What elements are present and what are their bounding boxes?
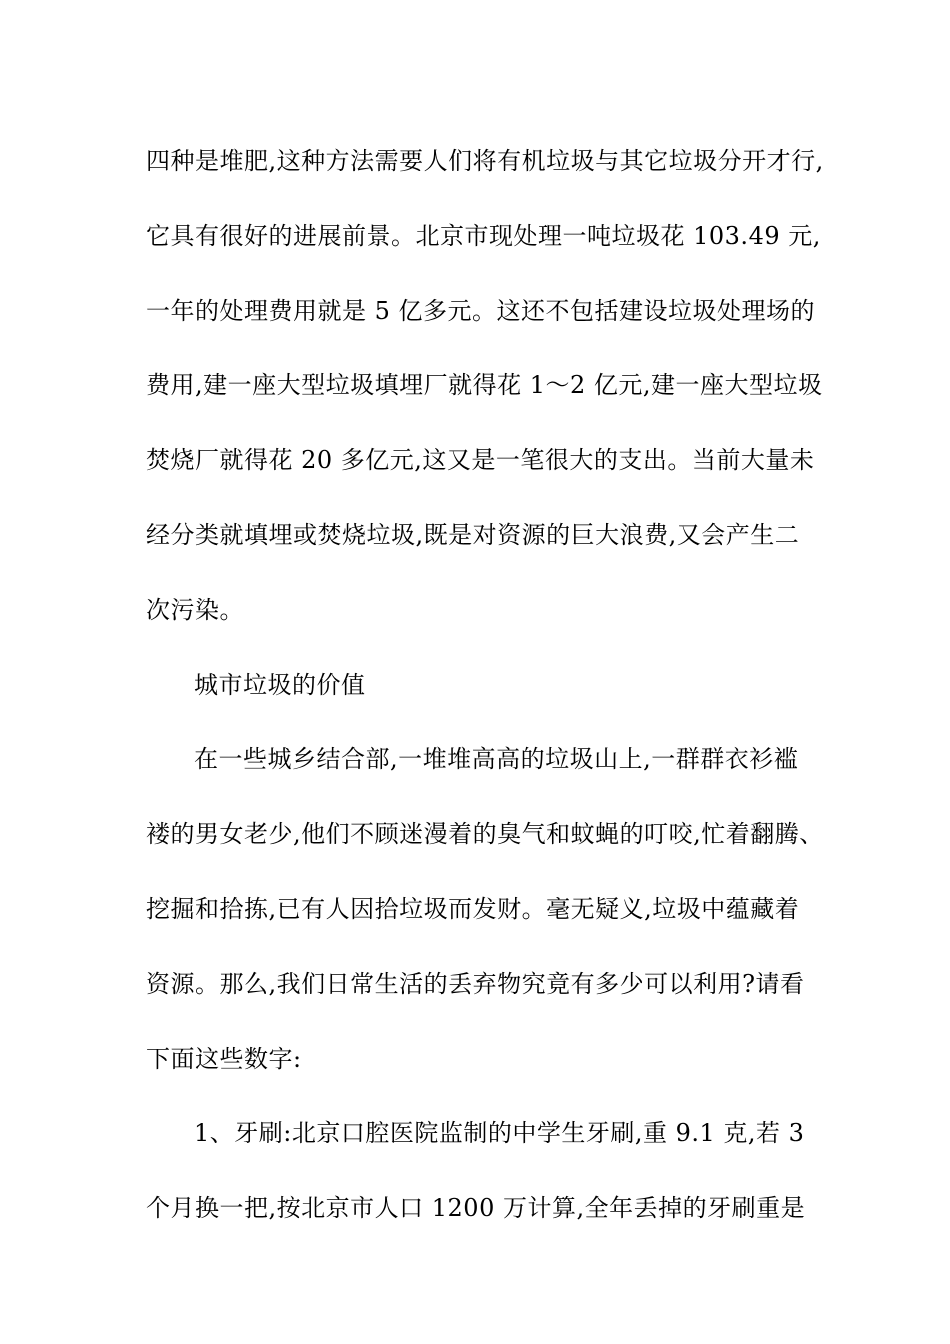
- text-line: 褛的男女老少,他们不顾迷漫着的臭气和蚊蝇的叮咬,忙着翻腾、: [146, 820, 824, 849]
- list-item: 1、牙刷:北京口腔医院监制的中学生牙刷,重 9.1 克,若 3: [194, 1119, 805, 1148]
- text-line: 下面这些数字:: [146, 1044, 302, 1073]
- text-line: 经分类就填埋或焚烧垃圾,既是对资源的巨大浪费,又会产生二: [146, 520, 800, 549]
- text-line: 在一些城乡结合部,一堆堆高高的垃圾山上,一群群衣衫褴: [194, 745, 799, 774]
- text-line: 挖掘和拾拣,已有人因拾垃圾而发财。毫无疑义,垃圾中蕴藏着: [146, 894, 800, 923]
- section-heading: 城市垃圾的价值: [194, 670, 366, 699]
- text-line: 四种是堆肥,这种方法需要人们将有机垃圾与其它垃圾分开才行,: [146, 147, 824, 175]
- text-line: 它具有很好的进展前景。北京市现处理一吨垃圾花 103.49 元,: [146, 221, 821, 250]
- document-body: [146, 124, 824, 1246]
- text-line: 资源。那么,我们日常生活的丢弃物究竟有多少可以利用?请看: [146, 969, 805, 998]
- text-line: 次污染。: [146, 595, 244, 624]
- text-line: 一年的处理费用就是 5 亿多元。这还不包括建设垃圾处理场的: [146, 296, 816, 325]
- text-line: 个月换一把,按北京市人口 1200 万计算,全年丢掉的牙刷重是: [146, 1194, 806, 1223]
- text-line: 费用,建一座大型垃圾填埋厂就得花 1～2 亿元,建一座大型垃圾: [146, 371, 823, 400]
- text-line: 焚烧厂就得花 20 多亿元,这又是一笔很大的支出。当前大量未: [146, 446, 815, 475]
